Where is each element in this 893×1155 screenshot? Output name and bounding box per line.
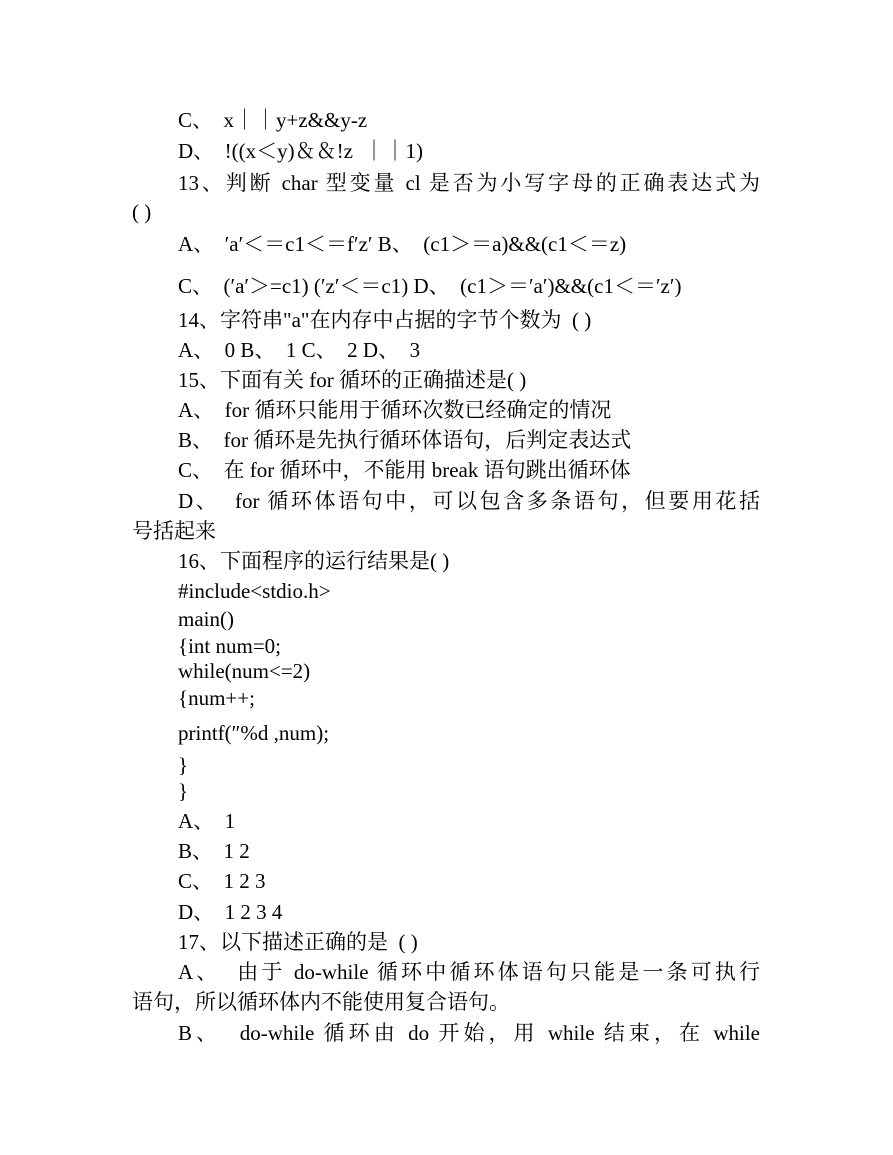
- option-c-q12: C、 x｜｜y+z&&y-z: [178, 108, 368, 132]
- question-13-paren: ( ): [132, 200, 152, 224]
- option-b-q17: B、 do-while 循环由 do 开始，用 while 结束，在 while: [178, 1021, 760, 1045]
- option-d-q15: D、 for 循环体语句中，可以包含多条语句，但要用花括: [178, 489, 760, 513]
- option-b-q16: B、 1 2: [178, 839, 250, 863]
- code-line-increment: {num++;: [178, 686, 255, 710]
- code-line-main: main(): [178, 607, 234, 631]
- option-d-q12: D、 !((x＜y)＆＆!z ｜｜1): [178, 139, 423, 163]
- question-13-text: 13、判断 char 型变量 cl 是否为小写字母的正确表达式为: [178, 171, 760, 195]
- code-line-close-1: }: [178, 753, 189, 777]
- options-cd-q13: C、 (′a′＞=c1) (′z′＜＝c1) D、 (c1＞＝′a′)&&(c1＜＝′z′): [178, 274, 682, 298]
- option-a-q16: A、 1: [178, 809, 236, 833]
- question-17-text: 17、以下描述正确的是 ( ): [178, 930, 418, 954]
- option-c-q16: C、 1 2 3: [178, 869, 266, 893]
- question-15-text: 15、下面有关 for 循环的正确描述是( ): [178, 368, 527, 392]
- option-b-q15: B、 for 循环是先执行循环体语句，后判定表达式: [178, 428, 632, 452]
- options-q14: A、 0 B、 1 C、 2 D、 3: [178, 338, 421, 362]
- option-a-q17-cont: 语句，所以循环体内不能使用复合语句。: [132, 990, 510, 1014]
- code-line-include: #include<stdio.h>: [178, 579, 331, 603]
- question-14-text: 14、字符串"a"在内存中占据的字节个数为 ( ): [178, 308, 592, 332]
- option-a-q17: A、 由于 do-while 循环中循环体语句只能是一条可执行: [178, 960, 760, 984]
- option-d-q15-cont: 号括起来: [132, 519, 216, 543]
- question-16-text: 16、下面程序的运行结果是( ): [178, 549, 450, 573]
- option-c-q15: C、 在 for 循环中，不能用 break 语句跳出循环体: [178, 458, 631, 482]
- options-ab-q13: A、 ′a′＜＝c1＜＝f′z′ B、 (c1＞＝a)&&(c1＜＝z): [178, 232, 627, 256]
- code-line-int: {int num=0;: [178, 634, 282, 658]
- code-line-while: while(num<=2): [178, 659, 311, 683]
- code-line-close-2: }: [178, 779, 189, 803]
- option-a-q15: A、 for 循环只能用于循环次数已经确定的情况: [178, 398, 612, 422]
- code-line-printf: printf(″%d ,num);: [178, 721, 330, 745]
- option-d-q16: D、 1 2 3 4: [178, 900, 283, 924]
